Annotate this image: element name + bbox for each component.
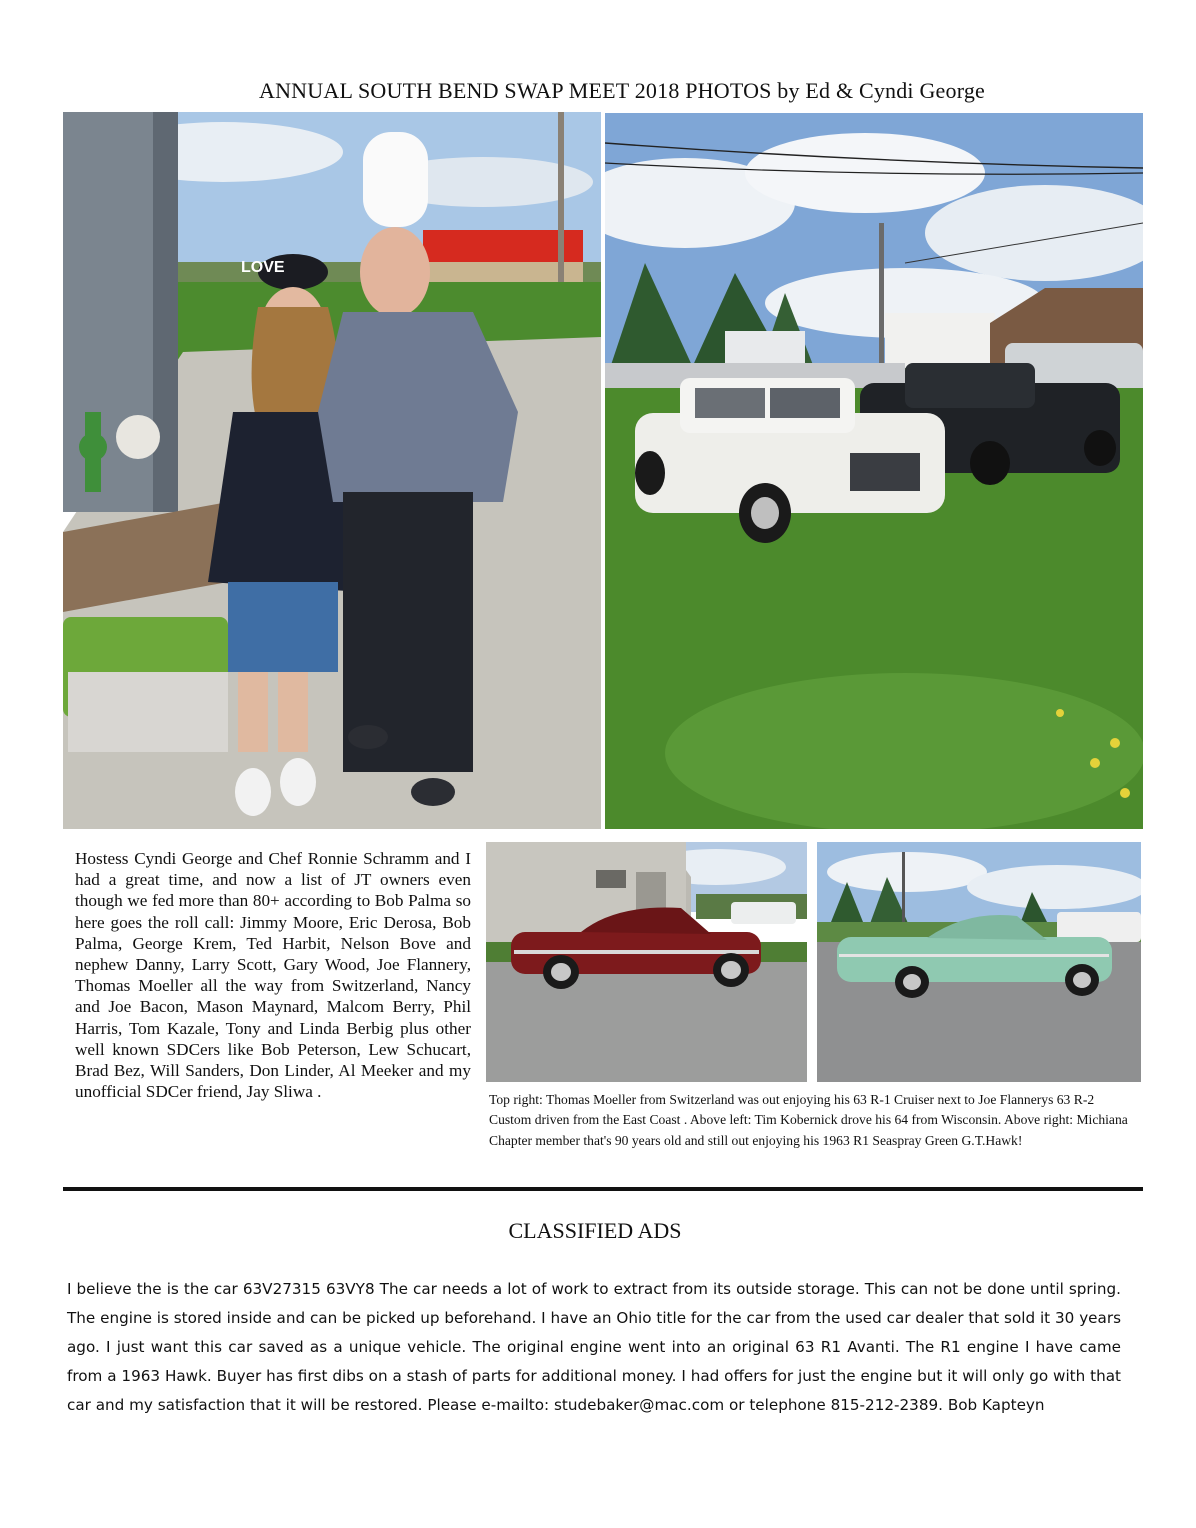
hosts-photo xyxy=(63,112,601,829)
classified-heading: CLASSIFIED ADS xyxy=(508,1218,682,1243)
sedans-photo xyxy=(605,113,1143,829)
page-title: ANNUAL SOUTH BEND SWAP MEET 2018 PHOTOS by Ed & Cyndi George xyxy=(259,78,985,103)
green-hawk-photo xyxy=(817,842,1141,1082)
photo-caption: Top right: Thomas Moeller from Switzerland was out enjoying his 63 R-1 Cruiser next to Joe Flannerys 63 R-2 Custom driven from the East Coast . Above left: Tim Kobernick drove his 64 from Wisconsin. Above right: Michiana Chapter member that's 90 years old and still out enjoying his 1963 R1 Seaspray Green G.T.Hawk! xyxy=(489,1092,1128,1148)
roll-call-story: Hostess Cyndi George and Chef Ronnie Schramm and I had a great time, and now a list of JT owners even though we fed more than 80+ according to Bob Palma so here goes the roll call: Jimmy Moore, Eric Derosa, Bob Palma, George Krem, Ted Harbit, Nelson Bove and nephew Danny, Larry Scott, Gary Wood, Joe Flannery, Thomas Moeller all the way from Switzerland, Nancy and Joe Bacon, Mason Maynard, Malcom Berry, Phil Harris, Tom Kazale, Tony and Linda Berbig plus other well known SDCers like Bob Peterson, Lew Schucart, Brad Bez, Will Sanders, Don Linder, Al Meeker and my unofficial SDCer friend, Jay Sliwa . xyxy=(75,849,471,1102)
section-divider xyxy=(63,1187,1143,1191)
classified-ad: I believe the is the car 63V27315 63VY8 The car needs a lot of work to extract from its outside storage. This can not be done until spring. The engine is stored inside and can be picked up beforehand. I have an Ohio title for the car from the used car dealer that sold it 30 years ago. I just want this car saved as a unique vehicle. The original engine went into an original 63 R1 Avanti. The R1 engine I have came from a 1963 Hawk. Buyer has first dibs on a stash of parts for additional money. I had offers for just the engine but it will only go with that car and my satisfaction that it will be restored. Please e-mailto: studebaker@mac.com or telephone 815-212-2389. Bob Kapteyn xyxy=(67,1280,1121,1414)
red-hawk-photo xyxy=(486,842,807,1082)
love-cap-lettering: LOVE xyxy=(241,259,285,276)
